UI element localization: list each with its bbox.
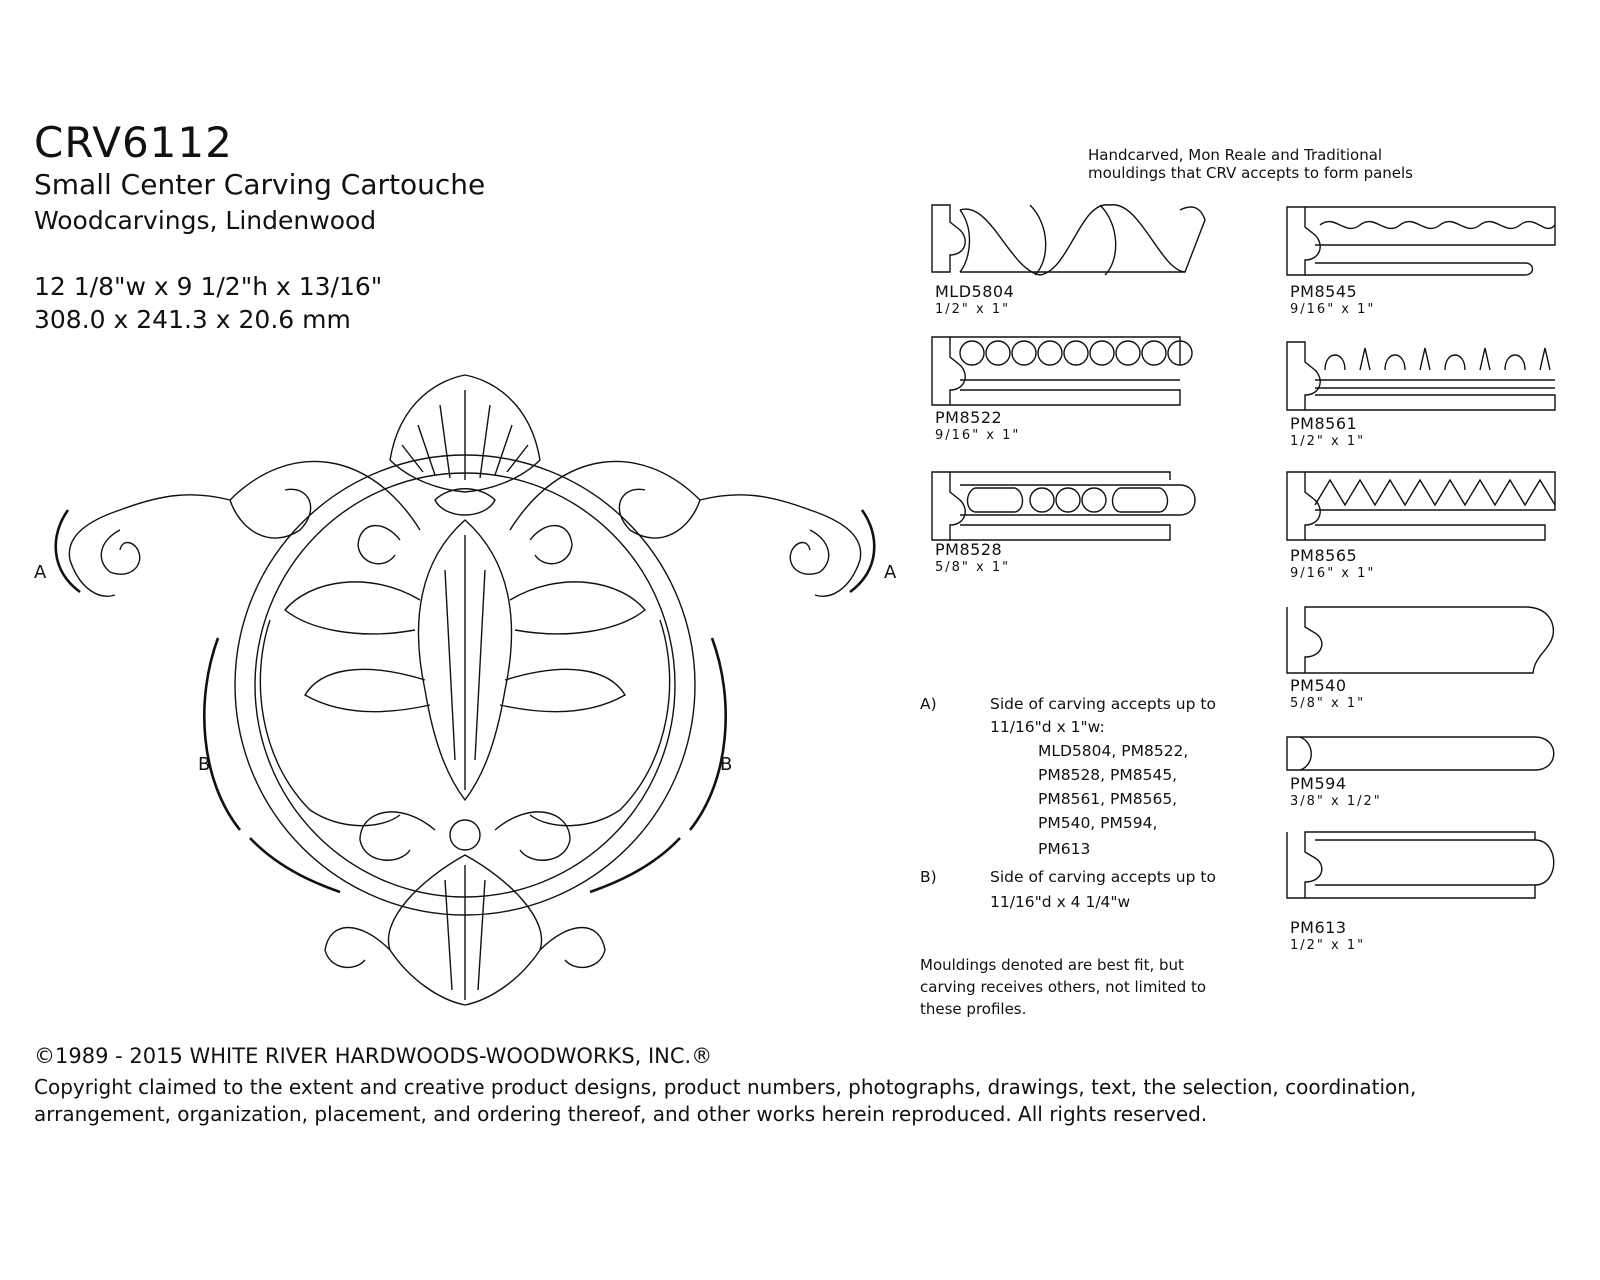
label-a-right: A xyxy=(884,562,897,583)
moulding-code-pm8522: PM8522 xyxy=(935,408,1003,427)
bead-moulding-icon xyxy=(930,335,1220,415)
mouldings-heading-line2: mouldings that CRV accepts to form panels xyxy=(1088,164,1413,182)
moulding-size-pm613: 1/2" x 1" xyxy=(1290,938,1366,953)
label-a-left: A xyxy=(34,562,47,583)
rope-rail-moulding-icon xyxy=(1285,205,1575,285)
copyright-line: ©1989 - 2015 WHITE RIVER HARDWOODS-WOODWORKS, INC.® xyxy=(34,1044,713,1068)
note-a-line1: Side of carving accepts up to xyxy=(990,695,1216,713)
plain-moulding-icon xyxy=(1285,830,1575,910)
product-code: CRV6112 xyxy=(34,118,233,167)
note-a-line2: 11/16"d x 1"w: xyxy=(990,718,1105,736)
moulding-code-pm613: PM613 xyxy=(1290,918,1347,937)
leaf-moulding-icon xyxy=(1285,470,1575,550)
product-name: Small Center Carving Cartouche xyxy=(34,168,486,201)
mouldings-heading-line1: Handcarved, Mon Reale and Traditional xyxy=(1088,146,1383,164)
moulding-size-pm540: 5/8" x 1" xyxy=(1290,696,1366,711)
note-b-label: B) xyxy=(920,868,937,886)
moulding-code-pm8528: PM8528 xyxy=(935,540,1003,559)
footnote-line1: Mouldings denoted are best fit, but xyxy=(920,956,1184,974)
note-a-list5: PM613 xyxy=(1038,840,1091,858)
moulding-size-pm594: 3/8" x 1/2" xyxy=(1290,794,1382,809)
moulding-code-pm540: PM540 xyxy=(1290,676,1347,695)
label-b-right: B xyxy=(720,754,733,775)
dimensions-imperial: 12 1/8"w x 9 1/2"h x 13/16" xyxy=(34,272,383,301)
bead-bar-moulding-icon xyxy=(930,470,1220,550)
moulding-code-pm8565: PM8565 xyxy=(1290,546,1358,565)
footnote-line3: these profiles. xyxy=(920,1000,1027,1018)
moulding-size-pm8545: 9/16" x 1" xyxy=(1290,302,1376,317)
note-a-list2: PM8528, PM8545, xyxy=(1038,766,1178,784)
moulding-size-pm8522: 9/16" x 1" xyxy=(935,428,1021,443)
footnote-line2: carving receives others, not limited to xyxy=(920,978,1207,996)
note-a-list4: PM540, PM594, xyxy=(1038,814,1158,832)
note-a-list3: PM8561, PM8565, xyxy=(1038,790,1178,808)
moulding-code-pm594: PM594 xyxy=(1290,774,1347,793)
cartouche-carving-drawing xyxy=(40,360,940,1020)
moulding-code-pm8561: PM8561 xyxy=(1290,414,1358,433)
floral-moulding-icon xyxy=(1285,340,1575,420)
note-b-line2: 11/16"d x 4 1/4"w xyxy=(990,893,1131,911)
moulding-size-pm8528: 5/8" x 1" xyxy=(935,560,1011,575)
note-b-line1: Side of carving accepts up to xyxy=(990,868,1216,886)
moulding-code-mld5804: MLD5804 xyxy=(935,282,1015,301)
dimensions-metric: 308.0 x 241.3 x 20.6 mm xyxy=(34,305,351,334)
moulding-size-pm8561: 1/2" x 1" xyxy=(1290,434,1366,449)
moulding-size-pm8565: 9/16" x 1" xyxy=(1290,566,1376,581)
copyright-body: Copyright claimed to the extent and creative product designs, product numbers, photographs, drawings, text, the selection, coordination, arrangement, organization, placement, and ordering thereof, and other works herein reproduced. All rights reserved. xyxy=(34,1075,1417,1126)
product-material: Woodcarvings, Lindenwood xyxy=(34,206,377,235)
note-a-label: A) xyxy=(920,695,937,713)
moulding-size-mld5804: 1/2" x 1" xyxy=(935,302,1011,317)
plain-moulding-icon xyxy=(1285,605,1575,685)
note-a-list1: MLD5804, PM8522, xyxy=(1038,742,1189,760)
rope-moulding-icon xyxy=(930,200,1220,280)
moulding-code-pm8545: PM8545 xyxy=(1290,282,1358,301)
label-b-left: B xyxy=(198,754,211,775)
